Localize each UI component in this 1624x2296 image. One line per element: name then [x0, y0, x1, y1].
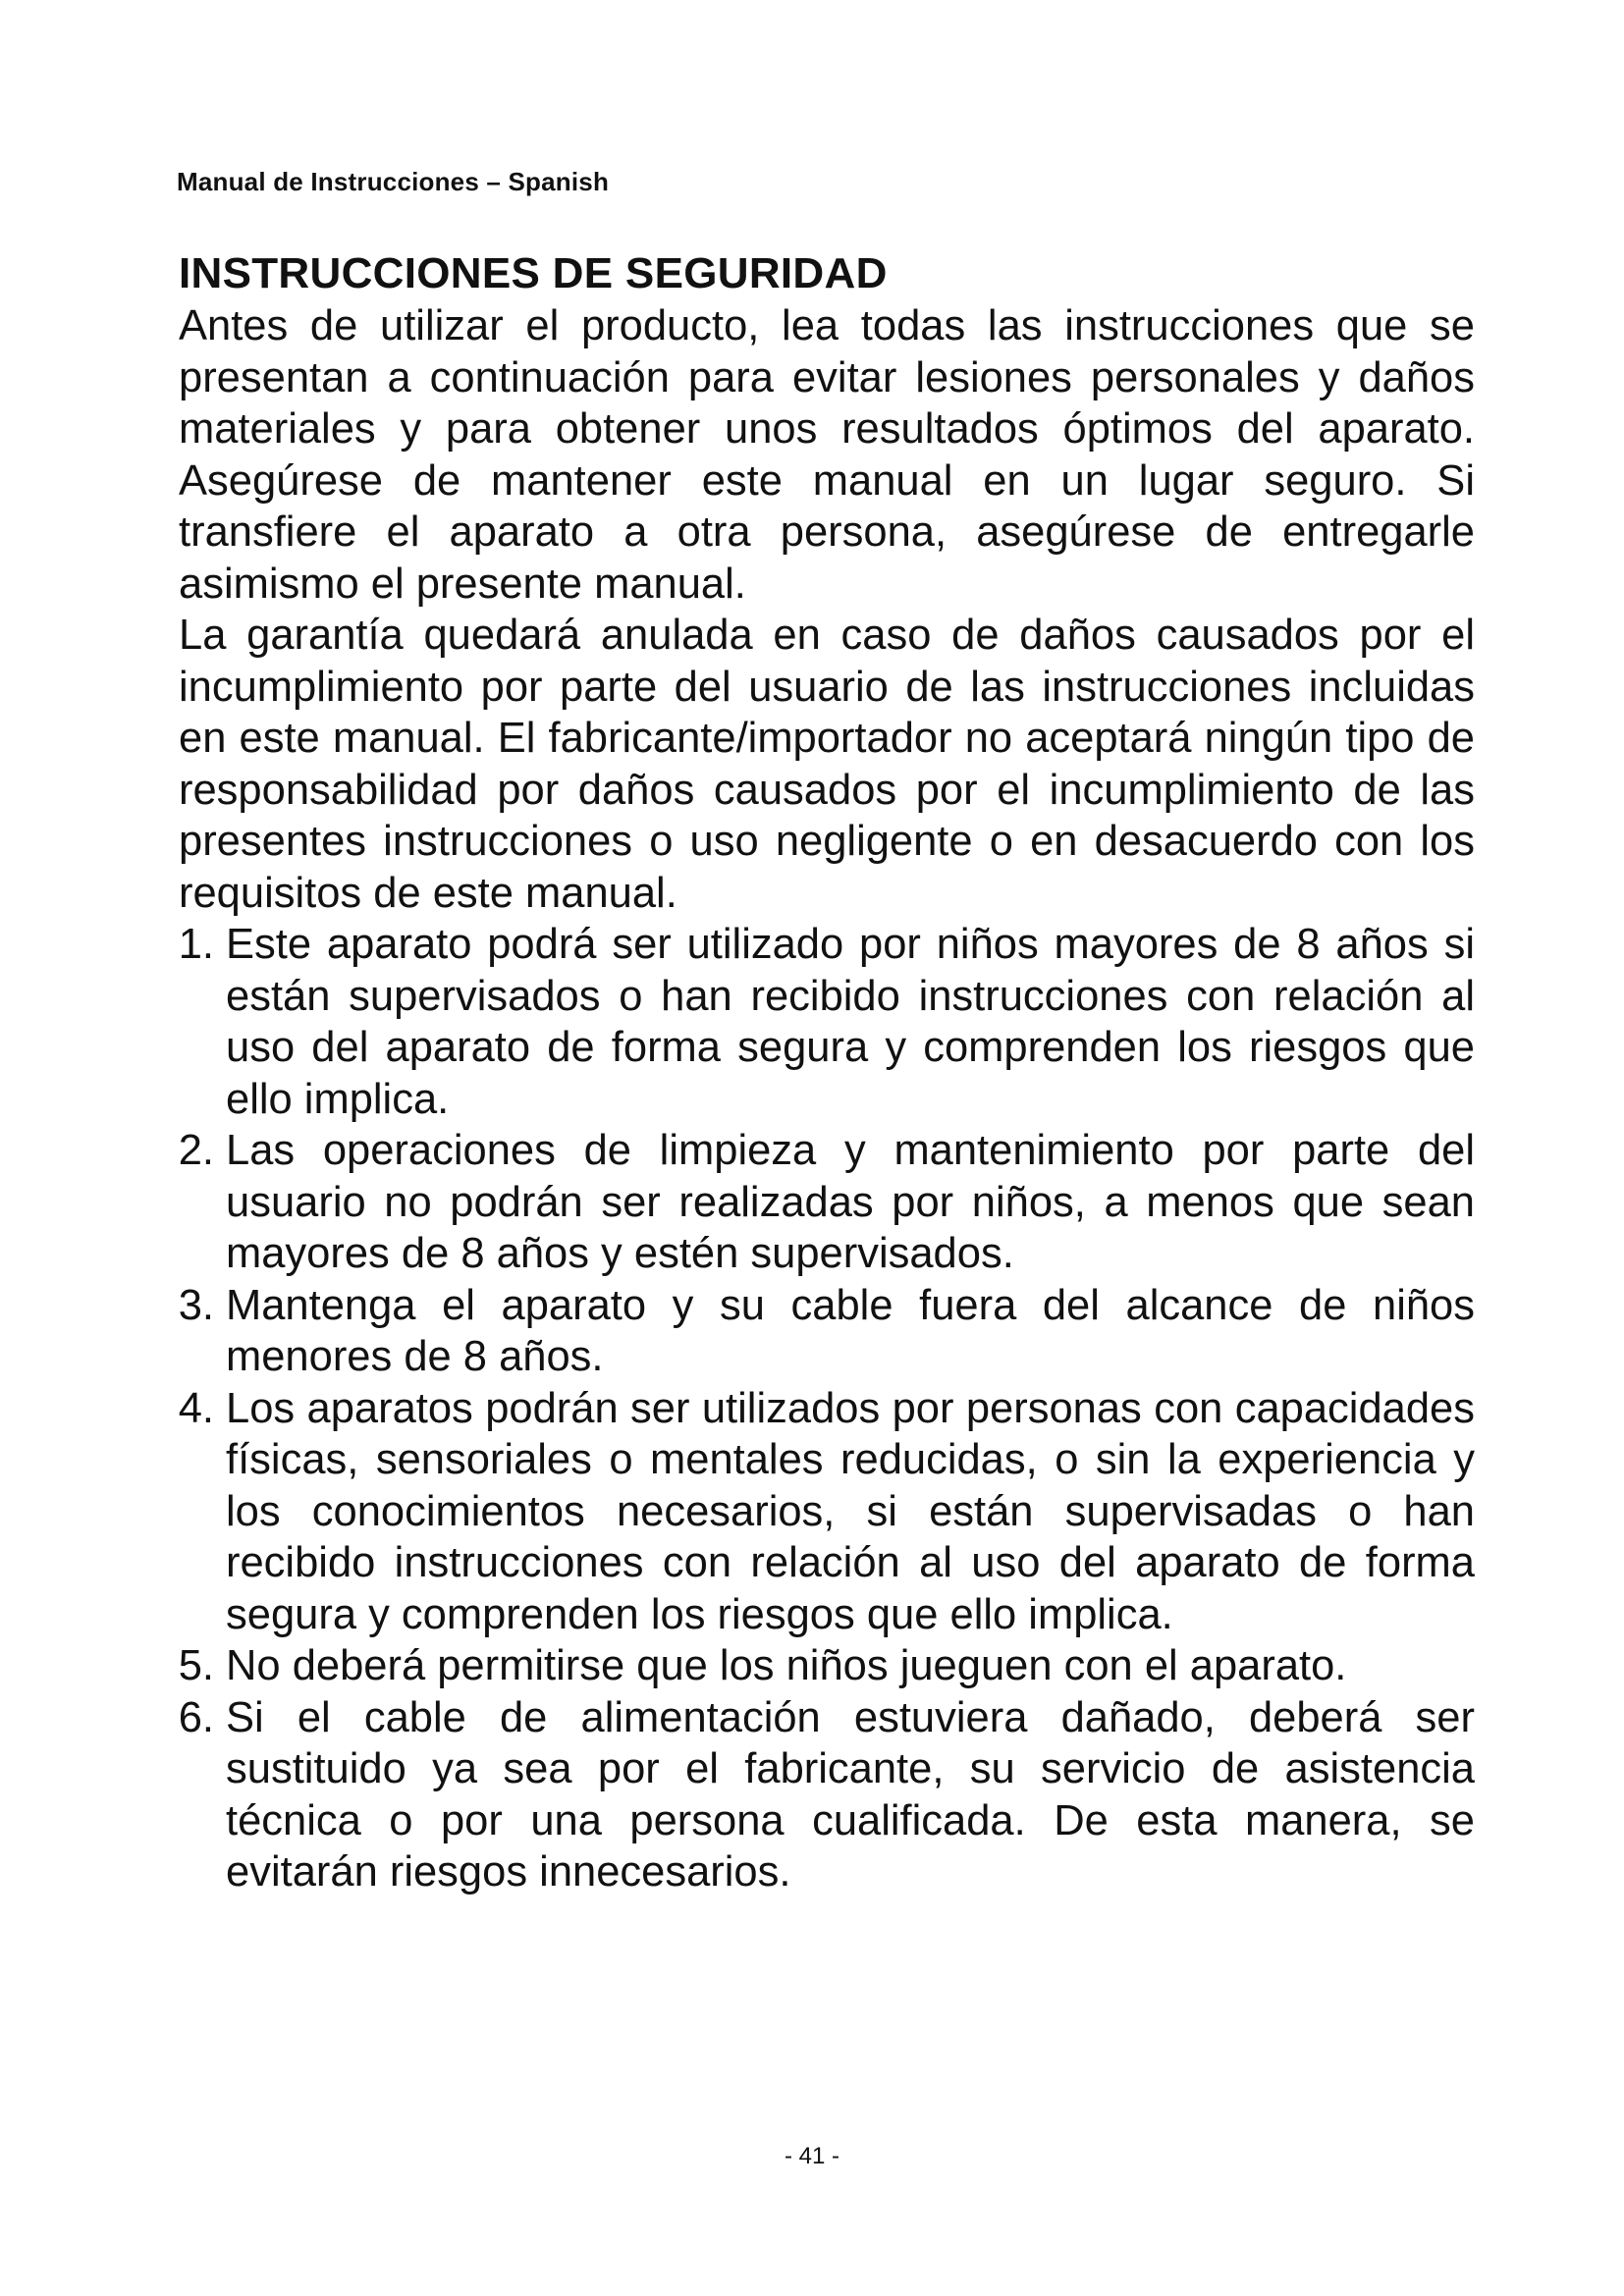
list-item — [179, 1692, 1475, 1898]
list-item-text: Mantenga el aparato y su cable fuera del alcance de niños menores de 8 años. — [226, 1281, 1475, 1380]
list-item-number: 6. — [178, 1693, 214, 1741]
list-item-number: 1. — [178, 921, 214, 968]
list-item-text: Si el cable de alimentación estuviera dañado, deberá ser sustituido ya sea por el fabricante, su servicio de asistencia técnica o por una persona cualificada. De esta manera, se evitarán riesgos innecesarios. — [226, 1693, 1475, 1896]
list-item — [179, 1280, 1475, 1383]
list-item — [179, 919, 1475, 1125]
section-title: INSTRUCCIONES DE SEGURIDAD — [179, 249, 888, 297]
list-item-text: Los aparatos podrán ser utilizados por personas con capacidades físicas, sensoriales o mentales reducidas, o sin la experiencia y los conocimientos necesarios, si están supervisadas o han recibido instrucciones con relación al uso del aparato de forma segura y comprenden los riesgos que ello implica. — [226, 1384, 1475, 1638]
list-item-number: 5. — [178, 1642, 214, 1689]
list-item — [179, 1640, 1475, 1692]
list-item — [179, 1383, 1475, 1641]
running-header: Manual de Instrucciones – Spanish — [177, 167, 610, 196]
intro-paragraph: Antes de utilizar el producto, lea todas las instrucciones que se presentan a continuación para evitar lesiones personales y daños materiales y para obtener unos resultados óptimos del aparato. Asegúrese de mantener este manual en un lugar seguro. Si transfiere el aparato a otra persona, asegúrese de entregarle asimismo el presente manual. — [179, 302, 1475, 608]
list-item-number: 3. — [178, 1281, 214, 1329]
list-item — [179, 1125, 1475, 1280]
warranty-paragraph: La garantía quedará anulada en caso de daños causados por el incumplimiento por parte del usuario de las instrucciones incluidas en este manual. El fabricante/importador no aceptará ningún tipo de responsabilidad por daños causados por el incumplimiento de las presentes instrucciones o uso negligente o en desacuerdo con los requisitos de este manual. — [179, 612, 1475, 917]
safety-section — [179, 247, 1475, 1898]
list-item-text: Este aparato podrá ser utilizado por niños mayores de 8 años si están supervisados o han recibido instrucciones con relación al uso del aparato de forma segura y comprenden los riesgos que ello implica. — [226, 921, 1475, 1123]
list-item-number: 2. — [178, 1127, 214, 1174]
list-item-text: No deberá permitirse que los niños jueguen con el aparato. — [226, 1642, 1347, 1689]
list-item-number: 4. — [178, 1384, 214, 1432]
safety-instructions-list — [179, 919, 1475, 1898]
page-number: - 41 - — [784, 2143, 839, 2169]
list-item-text: Las operaciones de limpieza y mantenimiento por parte del usuario no podrán ser realizadas por niños, a menos que sean mayores de 8 años y estén supervisados. — [226, 1127, 1475, 1277]
